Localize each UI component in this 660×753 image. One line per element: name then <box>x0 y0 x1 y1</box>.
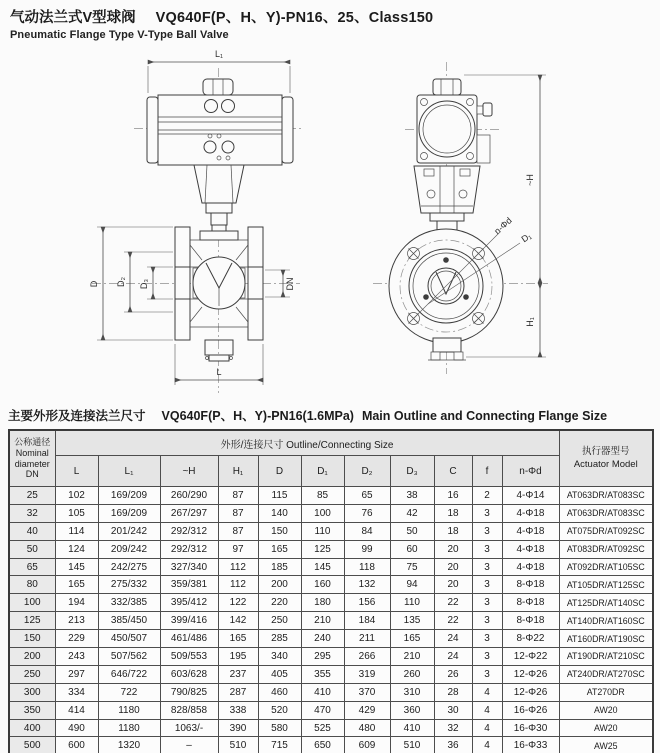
dim-label-l1: L₁ <box>214 49 224 59</box>
dim-cell: 340 <box>258 648 301 666</box>
dim-cell: 355 <box>301 665 344 683</box>
dim-cell: 122 <box>218 594 258 612</box>
dim-cell: 195 <box>218 648 258 666</box>
dn-cell: 350 <box>9 701 55 719</box>
table-row <box>9 719 653 737</box>
dn-cell: 150 <box>9 630 55 648</box>
table-row <box>9 522 653 540</box>
dim-cell: 125 <box>301 540 344 558</box>
dim-cell: 20 <box>434 540 472 558</box>
page-title-zh: 气动法兰式V型球阀 <box>10 10 136 26</box>
dim-label-d3: D₃ <box>139 278 149 290</box>
dim-cell: 510 <box>218 737 258 753</box>
dim-cell: 210 <box>301 612 344 630</box>
dim-cell: 12-Φ26 <box>502 665 559 683</box>
dim-cell: 510 <box>390 737 434 753</box>
table-section-title <box>8 406 607 424</box>
dim-cell: 722 <box>98 683 160 701</box>
dim-cell: 490 <box>55 719 98 737</box>
dim-cell: 85 <box>301 487 344 505</box>
spec-table <box>8 429 654 753</box>
dim-cell: 76 <box>344 504 390 522</box>
dim-cell: 267/297 <box>160 504 218 522</box>
dim-cell: 266 <box>344 648 390 666</box>
dim-cell: 97 <box>218 540 258 558</box>
dim-cell: 297 <box>55 665 98 683</box>
dn-cell: 32 <box>9 504 55 522</box>
dim-cell: 22 <box>434 594 472 612</box>
dim-cell: 509/553 <box>160 648 218 666</box>
dim-cell: 3 <box>472 504 502 522</box>
dim-cell: 110 <box>390 594 434 612</box>
dim-label-h: ~H <box>525 174 535 186</box>
dim-cell: 1320 <box>98 737 160 753</box>
dim-cell: 209/242 <box>98 540 160 558</box>
dim-cell: 460 <box>258 683 301 701</box>
actuator-cell: AT083DR/AT092SC <box>559 540 653 558</box>
dim-cell: 112 <box>218 558 258 576</box>
dim-cell: 790/825 <box>160 683 218 701</box>
dim-cell: 211 <box>344 630 390 648</box>
header-dim-f: f <box>472 456 502 487</box>
dim-cell: 250 <box>258 612 301 630</box>
actuator-cell: AT240DR/AT270SC <box>559 665 653 683</box>
dim-cell: 828/858 <box>160 701 218 719</box>
table-section-title-en: Main Outline and Connecting Flange Size <box>361 409 608 423</box>
dim-cell: 3 <box>472 648 502 666</box>
dim-cell: 8-Φ22 <box>502 630 559 648</box>
page-subtitle-en: Pneumatic Flange Type V-Type Ball Valve <box>10 29 229 41</box>
table-row <box>9 504 653 522</box>
dim-cell: 60 <box>390 540 434 558</box>
dim-cell: – <box>160 737 218 753</box>
dim-cell: 3 <box>472 630 502 648</box>
dim-cell: 429 <box>344 701 390 719</box>
dim-cell: 24 <box>434 648 472 666</box>
actuator-cell: AT270DR <box>559 683 653 701</box>
dim-cell: 3 <box>472 540 502 558</box>
dim-cell: 114 <box>55 522 98 540</box>
dim-cell: 450/507 <box>98 630 160 648</box>
dim-cell: 169/209 <box>98 504 160 522</box>
dim-label-d: D <box>89 280 99 288</box>
dim-cell: 405 <box>258 665 301 683</box>
dim-cell: 140 <box>258 504 301 522</box>
dim-cell: 237 <box>218 665 258 683</box>
dim-cell: 242/275 <box>98 558 160 576</box>
actuator-cell: AT092DR/AT105SC <box>559 558 653 576</box>
header-dim-H1: H₁ <box>218 456 258 487</box>
actuator-cell: AT063DR/AT083SC <box>559 504 653 522</box>
front-view-drawing <box>89 49 304 393</box>
dim-cell: 210 <box>390 648 434 666</box>
dim-cell: 285 <box>258 630 301 648</box>
dim-cell: 84 <box>344 522 390 540</box>
actuator-cell: AT190DR/AT210SC <box>559 648 653 666</box>
header-nominal-en1: Nominal <box>15 447 49 458</box>
header-dim-C: C <box>434 456 472 487</box>
dim-cell: 169/209 <box>98 487 160 505</box>
dim-cell: 65 <box>344 487 390 505</box>
dim-cell: 3 <box>472 576 502 594</box>
table-row <box>9 665 653 683</box>
actuator-cell: AT075DR/AT092SC <box>559 522 653 540</box>
dim-cell: 16-Φ26 <box>502 701 559 719</box>
dim-cell: 359/381 <box>160 576 218 594</box>
dim-cell: 165 <box>55 576 98 594</box>
dim-cell: 213 <box>55 612 98 630</box>
dn-cell: 100 <box>9 594 55 612</box>
header-dim-D: D <box>258 456 301 487</box>
dim-cell: 332/385 <box>98 594 160 612</box>
dim-cell: 3 <box>472 522 502 540</box>
table-row <box>9 487 653 505</box>
dim-cell: 414 <box>55 701 98 719</box>
dim-cell: 22 <box>434 612 472 630</box>
dim-cell: 115 <box>258 487 301 505</box>
dim-label-d1: D₁ <box>519 230 534 245</box>
dim-cell: 8-Φ18 <box>502 594 559 612</box>
dim-cell: 609 <box>344 737 390 753</box>
dim-cell: 12-Φ26 <box>502 683 559 701</box>
dim-cell: 87 <box>218 522 258 540</box>
dn-cell: 400 <box>9 719 55 737</box>
dim-cell: 16-Φ30 <box>502 719 559 737</box>
dim-label-d2: D₂ <box>116 277 126 287</box>
dn-cell: 200 <box>9 648 55 666</box>
table-row <box>9 737 653 753</box>
dim-cell: 16 <box>434 487 472 505</box>
dim-cell: 4-Φ18 <box>502 540 559 558</box>
dim-cell: 100 <box>301 504 344 522</box>
dim-cell: 38 <box>390 487 434 505</box>
dim-cell: 201/242 <box>98 522 160 540</box>
dim-cell: 165 <box>390 630 434 648</box>
header-outline-group: 外形/连接尺寸 Outline/Connecting Size <box>55 430 559 456</box>
dim-cell: 295 <box>301 648 344 666</box>
dn-cell: 250 <box>9 665 55 683</box>
dim-cell: 1180 <box>98 701 160 719</box>
actuator-cell: AW20 <box>559 719 653 737</box>
dim-cell: 292/312 <box>160 540 218 558</box>
dim-cell: 2 <box>472 487 502 505</box>
dim-cell: 410 <box>301 683 344 701</box>
dim-cell: 220 <box>258 594 301 612</box>
dim-cell: 4 <box>472 737 502 753</box>
dim-label-l: L <box>216 367 222 377</box>
header-dim-L: L <box>55 456 98 487</box>
dim-cell: 287 <box>218 683 258 701</box>
dim-cell: 507/562 <box>98 648 160 666</box>
dn-cell: 125 <box>9 612 55 630</box>
dn-cell: 500 <box>9 737 55 753</box>
table-row <box>9 576 653 594</box>
dim-cell: 470 <box>301 701 344 719</box>
table-section-title-zh: 主要外形及连接法兰尺寸 <box>8 409 146 423</box>
dim-cell: 260/290 <box>160 487 218 505</box>
dim-cell: 16-Φ33 <box>502 737 559 753</box>
dim-cell: 292/312 <box>160 522 218 540</box>
header-dim-D2: D₂ <box>344 456 390 487</box>
dim-cell: 1180 <box>98 719 160 737</box>
dim-cell: 26 <box>434 665 472 683</box>
table-header-row-dims <box>9 456 653 487</box>
dim-cell: 260 <box>390 665 434 683</box>
dim-cell: 520 <box>258 701 301 719</box>
dim-cell: 200 <box>258 576 301 594</box>
dim-cell: 112 <box>218 576 258 594</box>
table-row <box>9 558 653 576</box>
dim-cell: 603/628 <box>160 665 218 683</box>
dim-cell: 36 <box>434 737 472 753</box>
dim-cell: 18 <box>434 504 472 522</box>
dim-cell: 156 <box>344 594 390 612</box>
table-section-title-model: VQ640F(P、H、Y)-PN16(1.6MPa) <box>161 409 354 423</box>
dim-cell: 185 <box>258 558 301 576</box>
actuator-cell: AT105DR/AT125SC <box>559 576 653 594</box>
header-dim-H: ~H <box>160 456 218 487</box>
header-actuator-en: Actuator Model <box>573 458 638 470</box>
dim-cell: 327/340 <box>160 558 218 576</box>
dim-cell: 229 <box>55 630 98 648</box>
actuator-cell: AT140DR/AT160SC <box>559 612 653 630</box>
dim-cell: 338 <box>218 701 258 719</box>
dim-cell: 580 <box>258 719 301 737</box>
dim-cell: 12-Φ22 <box>502 648 559 666</box>
dn-cell: 40 <box>9 522 55 540</box>
dim-cell: 102 <box>55 487 98 505</box>
actuator-cell: AW25 <box>559 737 653 753</box>
header-actuator-zh: 执行器型号 <box>582 446 630 458</box>
header-dim-L1: L₁ <box>98 456 160 487</box>
dim-cell: 50 <box>390 522 434 540</box>
dim-cell: 480 <box>344 719 390 737</box>
header-nominal-en2: diameter <box>14 458 50 469</box>
dim-cell: 3 <box>472 594 502 612</box>
dim-cell: 150 <box>258 522 301 540</box>
dim-cell: 87 <box>218 504 258 522</box>
dim-cell: 87 <box>218 487 258 505</box>
dim-cell: 240 <box>301 630 344 648</box>
dn-cell: 300 <box>9 683 55 701</box>
dim-cell: 310 <box>390 683 434 701</box>
dim-cell: 4 <box>472 683 502 701</box>
table-row <box>9 683 653 701</box>
dim-cell: 8-Φ18 <box>502 576 559 594</box>
actuator-cell: AW20 <box>559 701 653 719</box>
dim-cell: 165 <box>218 630 258 648</box>
table-row <box>9 648 653 666</box>
dim-cell: 334 <box>55 683 98 701</box>
dim-cell: 160 <box>301 576 344 594</box>
header-nominal-diameter <box>9 430 55 487</box>
dim-cell: 715 <box>258 737 301 753</box>
table-row <box>9 630 653 648</box>
dim-label-nd: n-Φd <box>492 215 514 237</box>
side-view-drawing <box>373 62 548 374</box>
dim-label-dn: DN <box>285 277 295 291</box>
dim-cell: 461/486 <box>160 630 218 648</box>
dim-cell: 124 <box>55 540 98 558</box>
dim-cell: 20 <box>434 558 472 576</box>
dim-cell: 42 <box>390 504 434 522</box>
actuator-cell: AT160DR/AT190SC <box>559 630 653 648</box>
dim-cell: 75 <box>390 558 434 576</box>
dim-cell: 180 <box>301 594 344 612</box>
dim-cell: 1063/- <box>160 719 218 737</box>
dn-cell: 80 <box>9 576 55 594</box>
header-dim-D1: D₁ <box>301 456 344 487</box>
dim-cell: 28 <box>434 683 472 701</box>
dim-cell: 385/450 <box>98 612 160 630</box>
dn-cell: 25 <box>9 487 55 505</box>
dim-cell: 30 <box>434 701 472 719</box>
dim-cell: 399/416 <box>160 612 218 630</box>
table-row <box>9 594 653 612</box>
dim-cell: 99 <box>344 540 390 558</box>
header-nominal-dn: DN <box>25 469 39 480</box>
header-dim-nd: n-Φd <box>502 456 559 487</box>
dn-cell: 65 <box>9 558 55 576</box>
dim-cell: 4-Φ18 <box>502 558 559 576</box>
dim-cell: 132 <box>344 576 390 594</box>
table-body <box>9 487 653 753</box>
table-row <box>9 701 653 719</box>
dim-cell: 243 <box>55 648 98 666</box>
dim-cell: 525 <box>301 719 344 737</box>
dim-cell: 110 <box>301 522 344 540</box>
dim-cell: 275/332 <box>98 576 160 594</box>
dim-cell: 94 <box>390 576 434 594</box>
dim-cell: 4 <box>472 701 502 719</box>
table-header-row-group <box>9 430 653 456</box>
dim-cell: 105 <box>55 504 98 522</box>
dim-cell: 3 <box>472 558 502 576</box>
dim-cell: 20 <box>434 576 472 594</box>
header-nominal-zh: 公称通径 <box>14 436 51 447</box>
dim-cell: 32 <box>434 719 472 737</box>
dim-cell: 194 <box>55 594 98 612</box>
actuator-cell: AT063DR/AT083SC <box>559 487 653 505</box>
dim-cell: 118 <box>344 558 390 576</box>
table-row <box>9 540 653 558</box>
dim-cell: 600 <box>55 737 98 753</box>
dim-cell: 165 <box>258 540 301 558</box>
dim-cell: 650 <box>301 737 344 753</box>
dim-cell: 3 <box>472 665 502 683</box>
dim-cell: 370 <box>344 683 390 701</box>
dim-cell: 319 <box>344 665 390 683</box>
header-actuator-model <box>559 430 653 487</box>
dim-cell: 646/722 <box>98 665 160 683</box>
dim-cell: 24 <box>434 630 472 648</box>
table-row <box>9 612 653 630</box>
dim-cell: 145 <box>301 558 344 576</box>
header-dim-D3: D₃ <box>390 456 434 487</box>
dim-cell: 390 <box>218 719 258 737</box>
dn-cell: 50 <box>9 540 55 558</box>
dim-cell: 3 <box>472 612 502 630</box>
page-title-model: VQ640F(P、H、Y)-PN16、25、Class150 <box>155 10 434 26</box>
dim-cell: 410 <box>390 719 434 737</box>
actuator-cell: AT125DR/AT140SC <box>559 594 653 612</box>
dim-cell: 4-Φ18 <box>502 504 559 522</box>
dim-cell: 395/412 <box>160 594 218 612</box>
dim-cell: 135 <box>390 612 434 630</box>
dim-cell: 145 <box>55 558 98 576</box>
dim-cell: 8-Φ18 <box>502 612 559 630</box>
dim-cell: 360 <box>390 701 434 719</box>
dim-cell: 4-Φ18 <box>502 522 559 540</box>
dim-cell: 142 <box>218 612 258 630</box>
dim-cell: 4 <box>472 719 502 737</box>
dim-label-h1: H₁ <box>525 317 535 327</box>
dim-cell: 4-Φ14 <box>502 487 559 505</box>
dim-cell: 18 <box>434 522 472 540</box>
dim-cell: 184 <box>344 612 390 630</box>
